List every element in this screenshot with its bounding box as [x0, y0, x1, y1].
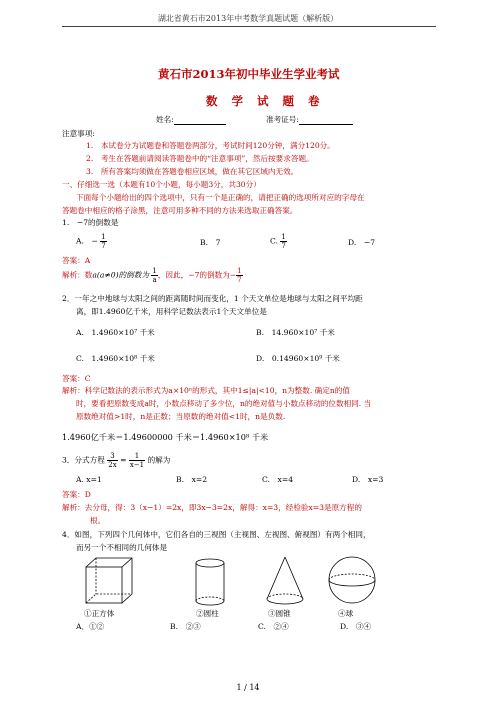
denominator: a — [152, 276, 157, 284]
fraction — [100, 233, 106, 250]
name-label: 姓名: — [156, 115, 174, 124]
notice-item: 2. 考生在答题前请阅读答题卷中的“注意事项”，然后按要求答题。 — [86, 154, 314, 163]
numerator: 1 — [129, 452, 145, 461]
fraction — [280, 233, 286, 250]
q4-option-d: D. ③④ — [340, 622, 372, 631]
q4-stem: 4．如图，下列四个几何体中，它们各自的三视图（主视图、左视图、俯视图）有两个相同， — [62, 530, 371, 539]
q3-option-b: B. x=2 — [176, 475, 208, 484]
fraction — [129, 452, 145, 469]
notice-title: 注意事项: — [62, 129, 95, 138]
q2-option-d: D. 0.14960×10⁹ 千米 — [256, 354, 340, 363]
section-desc: 答题卷中相应的格子涂黑，注意可用多种不同的方法来选取正确答案。 — [62, 206, 298, 215]
q1-option-c — [270, 233, 287, 250]
figure-caption: ③圆锥 — [268, 609, 291, 618]
q4-stem: 而另一个不相同的几何体是 — [76, 543, 168, 552]
q2-explanation: 解析：科学记数法的表示形式为a×10ⁿ的形式，其中1≤|a|<10，n为整数. 确定n的值 — [62, 386, 350, 395]
id-blank — [299, 116, 353, 125]
expl-text: 解析：数 — [62, 270, 93, 280]
q3-explanation: 解析：去分母，得：3（x−1）=2x，即3x−3=2x，解得：x=3，经检验x=3是原方程的 — [62, 503, 362, 512]
q2-option-c: C. 1.4960×10⁸ 千米 — [76, 354, 155, 363]
q2-answer: 答案：C — [62, 374, 91, 383]
q4-option-b: B. ②③ — [170, 622, 201, 631]
id-field — [266, 115, 353, 125]
q2-option-b: B. 14.960×10⁷ 千米 — [256, 328, 335, 337]
q4-option-a: A．①② — [76, 622, 105, 631]
q3-answer: 答案：D — [62, 490, 91, 499]
cone-figure — [267, 557, 303, 604]
q1-option-a — [76, 233, 107, 250]
figure-caption: ①正方体 — [84, 609, 115, 618]
q1-stem: 1. −7的倒数是 — [62, 218, 119, 227]
q1-answer: 答案：A — [62, 256, 91, 265]
q2-conversion: 1.4960亿千米＝1.49600000 千米＝1.4960×10⁸ 千米 — [62, 432, 269, 442]
equals-sign: = — [120, 455, 127, 465]
q1-option-c-label: C. — [270, 236, 278, 246]
running-header: 湖北省黄石市2013年中考数学真题试题（解析版） — [157, 14, 339, 23]
denominator: x−1 — [129, 461, 145, 469]
numerator: 1 — [281, 233, 286, 241]
expl-text: ，因此，−7的倒数为− — [157, 270, 237, 280]
q1-option-d: D. −7 — [348, 238, 376, 247]
figure-caption: ④球 — [338, 609, 354, 618]
fraction — [107, 452, 117, 469]
denominator: 2x — [108, 461, 117, 469]
numerator: 1 — [237, 267, 242, 275]
q3-option-d: D. x=3 — [352, 475, 384, 484]
cube-figure — [86, 558, 132, 603]
section-title: 一、仔细选一选（本题有10个小题，每小题3分，共30分） — [62, 180, 261, 189]
q2-explanation: 原数绝对值>1时，n是正数；当原数的绝对值<1时，n是负数. — [76, 412, 286, 421]
numerator: 3 — [107, 452, 117, 461]
q2-option-a: A. 1.4960×10⁷ 千米 — [76, 328, 155, 337]
sphere-figure — [329, 557, 375, 603]
figure-caption: ②圆柱 — [196, 609, 219, 618]
name-blank — [174, 116, 226, 125]
denominator: 7 — [101, 242, 106, 250]
q2-stem: 离，即1.4960亿千米，用科学记数法表示1个天文单位是 — [76, 307, 267, 316]
q3-option-a: A. x=1 — [76, 475, 102, 484]
q3-stem — [62, 452, 170, 469]
denominator: 7 — [281, 242, 286, 250]
page-number: 1 / 14 — [236, 683, 260, 692]
exam-title: 黄石市2013年初中毕业生学业考试 — [158, 67, 340, 81]
q1-option-b: B. 7 — [200, 238, 221, 247]
q2-explanation: 时，要看把原数变成a时，小数点移动了多少位，n的绝对值与小数点移动的位数相同. 当 — [76, 399, 372, 408]
name-field — [156, 115, 226, 125]
q1-explanation — [62, 267, 243, 284]
q2-stem: 2．一年之中地球与太阳之间的距离随时间而变化，1 个天文单位是地球与太阳之间平均距 — [62, 294, 363, 303]
notice-item: 3. 所有答案均须做在答题卷相应区域，做在其它区域内无效。 — [86, 167, 299, 176]
id-label: 准考证号: — [266, 115, 299, 124]
q1-option-a-label: A. − — [76, 236, 98, 246]
numerator: 1 — [152, 267, 157, 275]
fraction — [236, 267, 242, 284]
q4-option-c: C. ②④ — [258, 622, 289, 631]
notice-item: 1. 本试卷分为试题卷和答题卷两部分，考试时间120分钟，满分120分。 — [86, 141, 335, 150]
q3-option-c: C. x=4 — [262, 475, 294, 484]
q3-stem-text: 3．分式方程 — [62, 455, 105, 465]
q3-explanation: 根。 — [90, 516, 106, 525]
exam-subtitle: 数 学 试 题 卷 — [206, 94, 325, 108]
denominator: 7 — [237, 276, 242, 284]
solids-figure — [80, 555, 400, 607]
expl-text: a(a≠0)的倒数为 — [92, 270, 149, 280]
q3-stem-text: 的解为 — [147, 455, 171, 465]
section-desc: 下面每个小题给出的四个选项中，只有一个是正确的，请把正确的选项所对应的字母在 — [76, 193, 365, 202]
cylinder-figure — [196, 559, 224, 605]
numerator: 1 — [101, 233, 106, 241]
header-divider — [62, 26, 436, 27]
